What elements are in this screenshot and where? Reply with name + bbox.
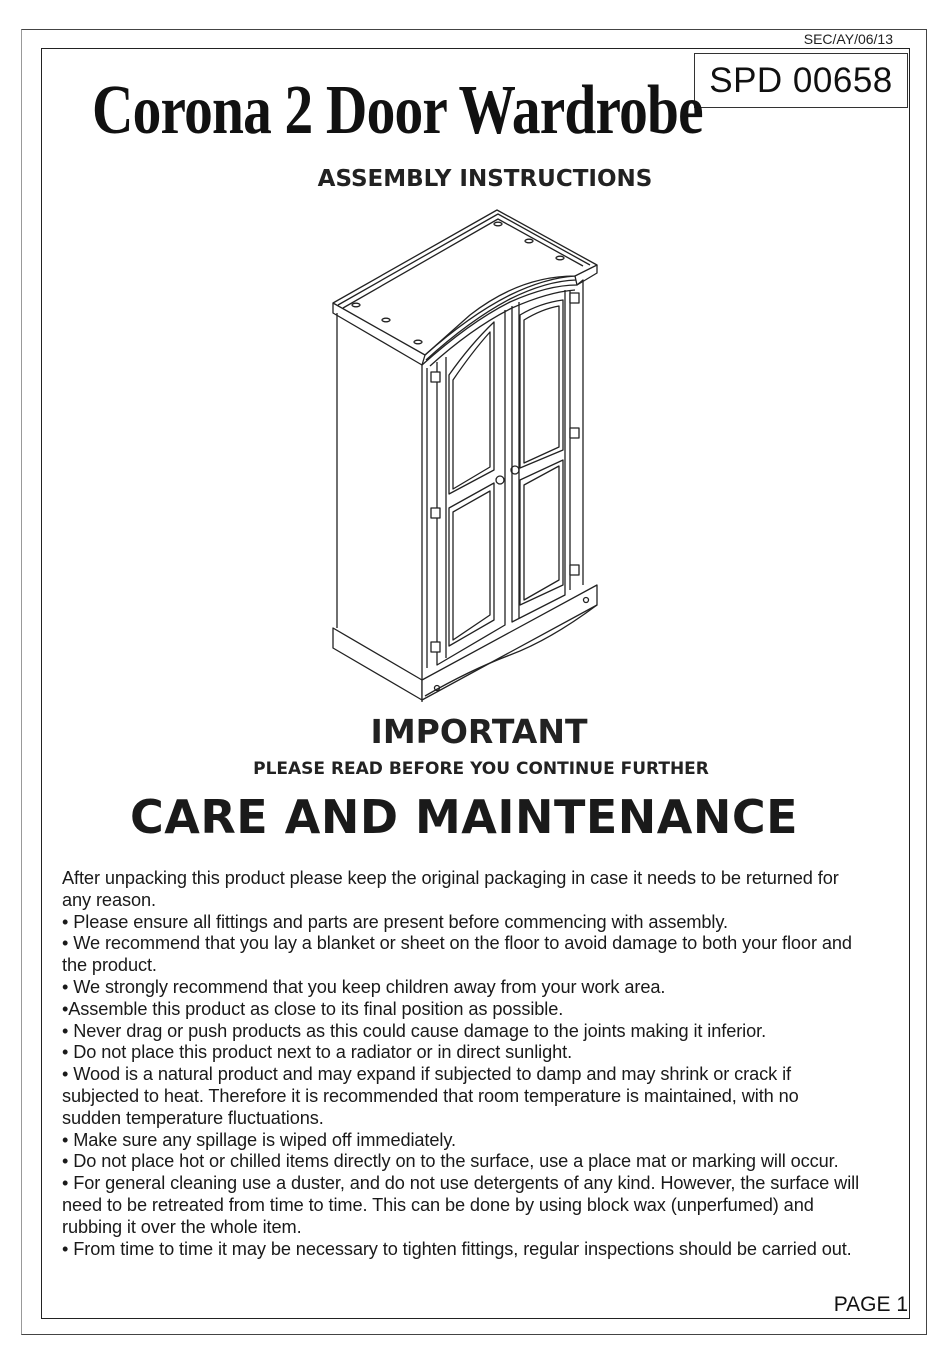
care-bullet xyxy=(62,1130,862,1152)
wardrobe-illustration xyxy=(320,205,610,705)
care-bullet xyxy=(62,1151,862,1173)
bullet-glyph: • xyxy=(62,1129,69,1150)
bullet-glyph: • xyxy=(62,1151,69,1172)
bullet-text: Wood is a natural product and may expand if subjected to damp and may shrink or crack if subjected to heat. Therefore it is recommended that room temperature is maintained, with no sudden temperature fluctuations. xyxy=(62,1064,799,1128)
care-bullet xyxy=(62,1064,862,1129)
care-instructions xyxy=(62,868,862,1260)
product-title: Corona 2 Door Wardrobe xyxy=(92,72,703,149)
care-bullet xyxy=(62,1239,862,1261)
care-bullet xyxy=(62,999,862,1021)
bullet-glyph: • xyxy=(62,1173,69,1194)
care-bullet xyxy=(62,1173,862,1238)
bullet-text: Assemble this product as close to its final position as possible. xyxy=(68,998,564,1019)
document-subtitle: ASSEMBLY INSTRUCTIONS xyxy=(317,166,653,192)
bullet-glyph: • xyxy=(62,998,69,1019)
care-bullet xyxy=(62,1042,862,1064)
bullet-text: We strongly recommend that you keep children away from your work area. xyxy=(73,976,666,997)
bullet-text: Do not place hot or chilled items directly on to the surface, use a place mat or marking will occur. xyxy=(73,1151,839,1172)
bullet-text: We recommend that you lay a blanket or sheet on the floor to avoid damage to both your floor and the product. xyxy=(62,933,852,976)
product-code-box xyxy=(694,53,908,108)
bullet-text: Do not place this product next to a radiator or in direct sunlight. xyxy=(73,1042,573,1063)
important-heading: IMPORTANT xyxy=(370,712,588,751)
care-bullet xyxy=(62,933,862,977)
bullet-text: Make sure any spillage is wiped off immediately. xyxy=(73,1129,456,1150)
bullet-glyph: • xyxy=(62,1042,69,1063)
care-bullet xyxy=(62,1021,862,1043)
please-read-subheading: PLEASE READ BEFORE YOU CONTINUE FURTHER xyxy=(253,759,709,779)
bullet-glyph: • xyxy=(62,1238,69,1259)
bullet-glyph: • xyxy=(62,911,69,932)
bullet-glyph: • xyxy=(62,976,69,997)
bullet-glyph: • xyxy=(62,1020,69,1041)
bullet-text: For general cleaning use a duster, and do not use detergents of any kind. However, the surface will need to be retreated from time to time. This can be done by using block wax (unperfumed) and rubbing it over the whole item. xyxy=(62,1173,860,1237)
bullet-text: Please ensure all fittings and parts are present before commencing with assembly. xyxy=(73,911,728,932)
care-bullet xyxy=(62,912,862,934)
bullet-text: Never drag or push products as this could cause damage to the joints making it inferior. xyxy=(73,1020,767,1041)
page-number: PAGE 1 xyxy=(833,1293,908,1316)
bullet-glyph: • xyxy=(62,933,69,954)
product-code: SPD 00658 xyxy=(709,60,893,100)
care-bullet xyxy=(62,977,862,999)
care-and-maintenance-heading: CARE AND MAINTENANCE xyxy=(130,790,799,844)
care-intro-paragraph: After unpacking this product please keep the original packaging in case it needs to be returned for any reason. xyxy=(62,868,839,910)
bullet-text: From time to time it may be necessary to tighten fittings, regular inspections should be carried out. xyxy=(73,1238,852,1259)
document-reference-code: SEC/AY/06/13 xyxy=(803,31,893,47)
bullet-glyph: • xyxy=(62,1064,69,1085)
